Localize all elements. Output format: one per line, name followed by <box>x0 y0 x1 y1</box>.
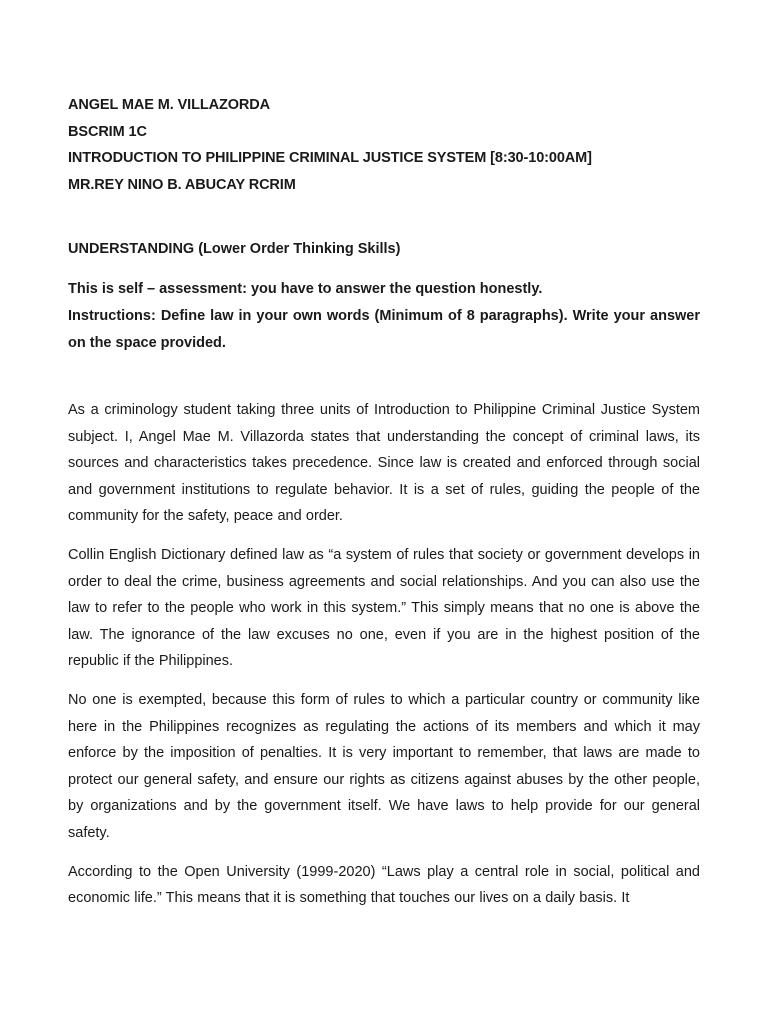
paragraph: No one is exempted, because this form of rules to which a particular country or community like here in the Philippines recognizes as regulating the actions of its members and which it may enforce by the imposition of penalties. It is very important to remember, that laws are made to protect our general safety, and ensure our rights as citizens against abuses by the other people, by organizations and by the government itself. We have laws to help provide for our general safety. <box>68 691 700 841</box>
paragraph: As a criminology student taking three units of Introduction to Philippine Criminal Justice System subject. I, Angel Mae M. Villazorda states that understanding the concept of criminal laws, its sources and characteristics takes precedence. Since law is created and enforced through social and government institutions to regulate behavior. It is a set of rules, guiding the people of the community for the safety, peace and order. <box>68 402 700 525</box>
student-name: ANGEL MAE M. VILLAZORDA <box>68 97 271 113</box>
answer-body <box>68 397 700 924</box>
instruction-text: Instructions: Define law in your own words (Minimum of 8 paragraphs). Write your answer on the space provided. <box>68 308 700 351</box>
assessment-note: This is self – assessment: you have to answer the question honestly. <box>68 281 543 297</box>
section-title: UNDERSTANDING (Lower Order Thinking Skills) <box>68 241 401 257</box>
course-title: INTRODUCTION TO PHILIPPINE CRIMINAL JUSTICE SYSTEM [8:30-10:00AM] <box>68 150 592 166</box>
paragraph: According to the Open University (1999-2020) “Laws play a central role in social, political and economic life.” This means that it is something that touches our lives on a daily basis. It <box>68 863 700 907</box>
document-header <box>68 92 708 198</box>
class-section: BSCRIM 1C <box>68 123 147 140</box>
paragraph: Collin English Dictionary defined law as “a system of rules that society or government develops in order to deal the crime, business agreements and social relationships. And you can also use the law to refer to the people who work in this system.” This simply means that no one is above the law. The ignorance of the law excuses no one, even if you are in the highest position of the republic if the Philippines. <box>68 546 700 670</box>
instructions-block <box>68 276 700 357</box>
instructor-name: MR.REY NINO B. ABUCAY RCRIM <box>68 176 296 193</box>
